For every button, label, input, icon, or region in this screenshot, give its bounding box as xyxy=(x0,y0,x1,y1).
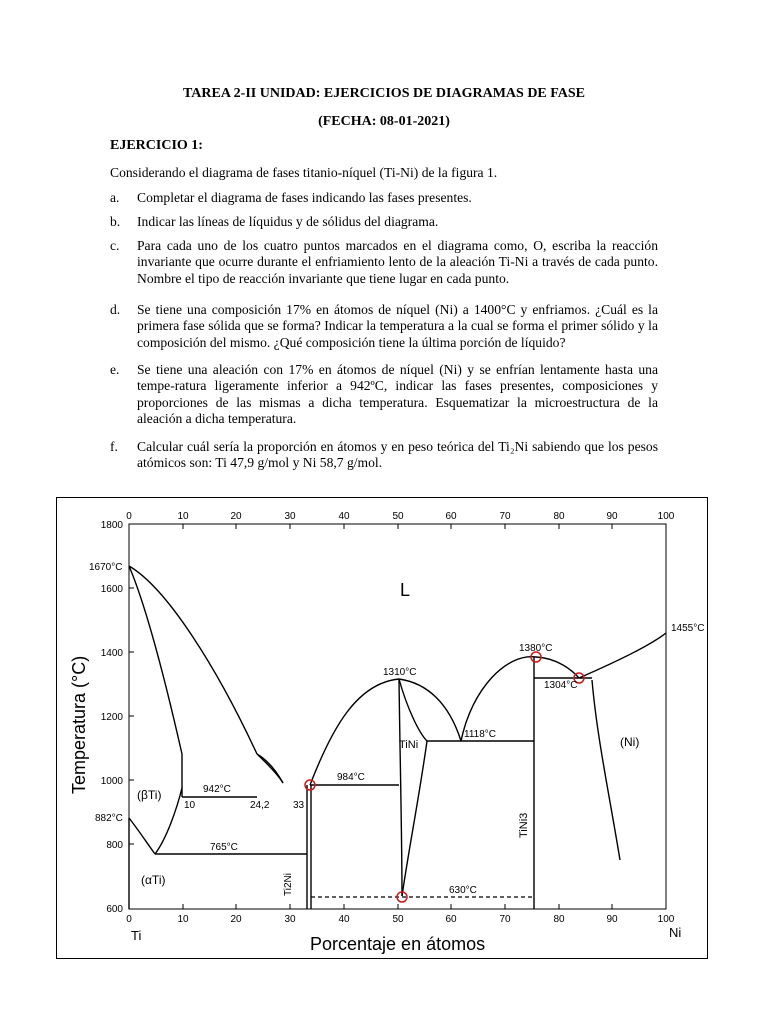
question-item xyxy=(110,214,658,230)
bottom-tick-label: 20 xyxy=(230,914,242,925)
question-text: Indicar las líneas de líquidus y de sólidus del diagrama. xyxy=(137,214,439,229)
label-942: 942°C xyxy=(203,784,231,795)
bottom-tick-label: 100 xyxy=(657,914,675,925)
liquidus-to-1310 xyxy=(310,679,399,785)
y-tick-label: 1600 xyxy=(100,584,123,595)
top-tick-label: 90 xyxy=(606,511,618,522)
bottom-tick-label: 50 xyxy=(392,914,404,925)
question-label: e. xyxy=(110,362,120,377)
left-axis xyxy=(101,520,124,915)
liquidus-ti-side xyxy=(129,566,257,754)
solidus-beta-ti xyxy=(129,566,182,754)
question-item xyxy=(110,238,658,287)
top-tick-label: 30 xyxy=(284,511,296,522)
assignment-title: TAREA 2-II UNIDAD: EJERCICIOS DE DIAGRAMAS DE FASE xyxy=(182,86,586,101)
question-label: c. xyxy=(110,238,120,253)
top-tick-label: 100 xyxy=(657,511,675,522)
y-tick-label: 600 xyxy=(106,904,123,915)
tini-left-solvus xyxy=(399,679,402,896)
question-label: d. xyxy=(110,302,121,317)
bottom-axis xyxy=(126,914,675,925)
question-item xyxy=(110,362,658,428)
y-tick-label: 1000 xyxy=(100,776,123,787)
top-tick-label: 10 xyxy=(177,511,189,522)
label-1380: 1380°C xyxy=(519,643,553,654)
assignment-date: (FECHA: 08-01-2021) xyxy=(318,114,450,129)
label-1118: 1118°C xyxy=(464,729,496,740)
phase-diagram xyxy=(57,498,707,958)
top-tick-label: 70 xyxy=(499,511,511,522)
bottom-tick-label: 90 xyxy=(606,914,618,925)
label-c33: 33 xyxy=(293,800,305,811)
label-tini: TiNi xyxy=(399,739,419,751)
label-1455: 1455°C xyxy=(671,623,705,634)
top-axis xyxy=(126,511,675,522)
bottom-tick-label: 10 xyxy=(177,914,189,925)
question-text: Para cada uno de los cuatro puntos marcados en el diagrama como, O, escriba la reacción invariante que ocurre durante el enfriamiento lento de la aleación Ti-Ni a través de cada punto. Nombre el tipo de reacción invariante que tiene lugar en cada punto. xyxy=(137,238,658,286)
question-item xyxy=(110,302,658,351)
top-tick-label: 60 xyxy=(445,511,457,522)
label-765: 765°C xyxy=(210,842,238,853)
bottom-tick-label: 70 xyxy=(499,914,511,925)
question-text: Completar el diagrama de fases indicando las fases presentes. xyxy=(137,190,472,205)
exercise-heading: EJERCICIO 1: xyxy=(110,138,203,153)
top-tick-label: 20 xyxy=(230,511,242,522)
label-ni-phase: (Ni) xyxy=(620,735,640,749)
label-1304: 1304°C xyxy=(544,680,578,691)
intro-text: Considerando el diagrama de fases titanio-níquel (Ti-Ni) de la figura 1. xyxy=(110,165,498,180)
liquidus-1380-to-1304 xyxy=(536,657,579,678)
y-tick-label: 1400 xyxy=(100,648,123,659)
label-882: 882°C xyxy=(95,813,123,824)
phase-diagram-figure xyxy=(56,497,708,959)
label-984: 984°C xyxy=(337,772,365,783)
question-label: f. xyxy=(110,439,118,454)
top-tick-label: 0 xyxy=(126,511,132,522)
tick-marks xyxy=(129,524,612,909)
question-text: Calcular cuál sería la proporción en átomos y en peso teórica del Ti₂Ni sabiendo que los pesos atómicos son: Ti 47,9 g/mol y Ni 58,7 g/mol. xyxy=(137,439,658,471)
label-beta-ti: (βTi) xyxy=(137,788,162,802)
beta-alpha-left xyxy=(129,818,155,854)
phase-boundaries xyxy=(129,566,666,909)
tini-right-solvus xyxy=(399,679,427,741)
question-text: Se tiene una aleación con 17% en átomos de níquel (Ni) y se enfrían lentamente hasta una tempe-ratura ligeramente inferior a 942ºC, indicar las fases presentes, composiciones y proporciones de las mismas a dicha temperatura. Esquematizar la microestructura de la aleación a dicha temperatura. xyxy=(137,362,658,427)
question-label: a. xyxy=(110,190,120,205)
y-tick-label: 800 xyxy=(106,840,123,851)
liquidus-ti2ni-right xyxy=(257,754,283,783)
label-L: L xyxy=(400,580,411,600)
bottom-tick-label: 40 xyxy=(338,914,350,925)
label-c242: 24,2 xyxy=(250,800,270,811)
liquidus-1304-to-1455 xyxy=(579,633,666,678)
label-1670: 1670°C xyxy=(89,562,123,573)
label-c10: 10 xyxy=(184,800,196,811)
question-item xyxy=(110,439,658,472)
y-tick-label: 1800 xyxy=(100,520,123,531)
isotherm-lines xyxy=(155,657,592,909)
right-element-label: Ni xyxy=(669,925,682,940)
question-text: Se tiene una composición 17% en átomos de níquel (Ni) a 1400°C y enfriamos. ¿Cuál es la primera fase sólida que se forma? Indicar la temperatura a la cual se forma el primer sólido y la composición del mismo. ¿Qué composición tiene la última porción de líquido? xyxy=(137,302,658,350)
tini-solvus-lower xyxy=(402,741,427,896)
diagram-labels xyxy=(89,562,704,896)
top-tick-label: 80 xyxy=(553,511,565,522)
y-tick-label: 1200 xyxy=(100,712,123,723)
bottom-tick-label: 0 xyxy=(126,914,132,925)
question-item xyxy=(110,190,658,206)
y-axis-title: Temperatura (°C) xyxy=(69,655,89,794)
x-axis-title: Porcentaje en átomos xyxy=(310,934,486,954)
bottom-tick-label: 30 xyxy=(284,914,296,925)
label-630: 630°C xyxy=(449,885,477,896)
bottom-tick-label: 60 xyxy=(445,914,457,925)
top-tick-label: 50 xyxy=(392,511,404,522)
left-element-label: Ti xyxy=(131,928,142,943)
label-ti2ni: Ti2Ni xyxy=(283,873,294,896)
ni-solvus xyxy=(592,680,620,860)
label-tini3: TiNi3 xyxy=(518,812,530,838)
label-1310: 1310°C xyxy=(383,667,417,678)
question-label: b. xyxy=(110,214,121,229)
liquidus-1310-to-1118 xyxy=(399,679,461,741)
top-tick-label: 40 xyxy=(338,511,350,522)
bottom-tick-label: 80 xyxy=(553,914,565,925)
label-alpha-ti: (αTi) xyxy=(141,873,166,887)
